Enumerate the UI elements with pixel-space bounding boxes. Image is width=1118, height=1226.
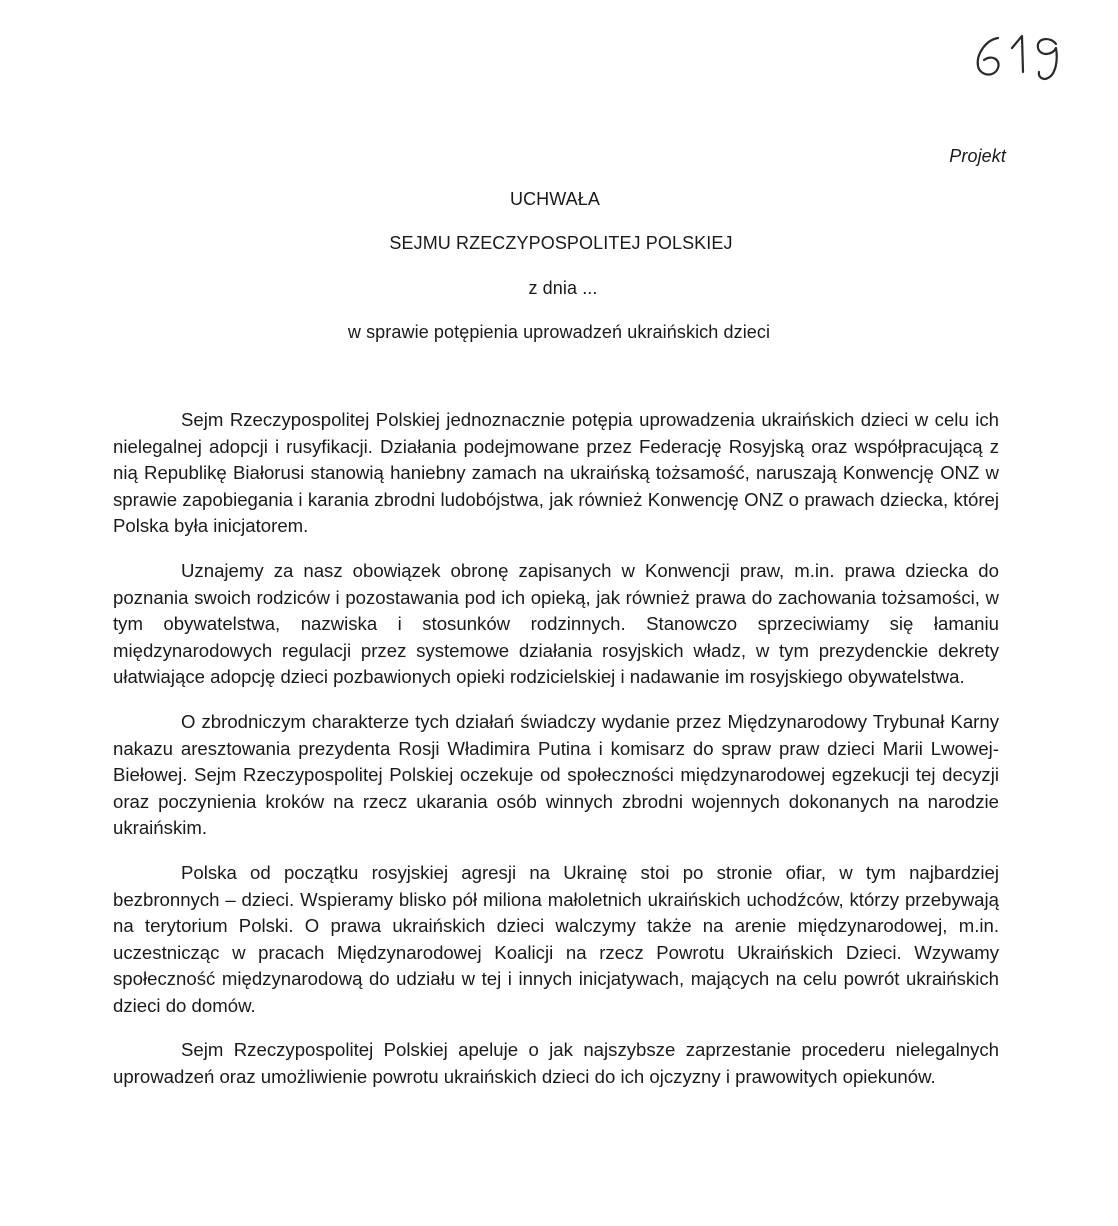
paragraph: Sejm Rzeczypospolitej Polskiej apeluje o jak najszybsze zaprzestanie procederu nielegalnych uprowadzeń oraz umożliwienie powrotu ukraińskich dzieci do ich ojczyzny i prawowitych opiekunów.	[113, 1039, 999, 1088]
document-title: UCHWAŁA	[509, 189, 601, 209]
handwritten-page-number	[968, 26, 1072, 82]
resolution-date: z dnia ...	[528, 278, 598, 298]
issuing-body: SEJMU RZECZYPOSPOLITEJ POLSKIEJ	[389, 233, 733, 253]
resolution-subject: w sprawie potępienia uprowadzeń ukraińskich dzieci	[347, 322, 771, 342]
paragraph: Polska od początku rosyjskiej agresji na Ukrainę stoi po stronie ofiar, w tym najbardziej bezbronnych – dzieci. Wspieramy blisko pół miliona małoletnich ukraińskich uchodźców, którzy przebywają na terytorium Polski. O prawa ukraińskich dzieci walczymy także na arenie międzynarodowej, m.in. uczestnicząc w pracach Międzynarodowej Koalicji na rzecz Powrotu Ukraińskich Dzieci. Wzywamy społeczność międzynarodową do udziału w tej i innych inicjatywach, mających na celu powrót ukraińskich dzieci do domów.	[113, 861, 999, 1016]
resolution-body	[113, 407, 999, 1091]
paragraph: Sejm Rzeczypospolitej Polskiej jednoznacznie potępia uprowadzenia ukraińskich dzieci w celu ich nielegalnej adopcji i rusyfikacji. Działania podejmowane przez Federację Rosyjską oraz współpracującą z nią Republikę Białorusi stanowią haniebny zamach na ukraińską tożsamość, naruszają Konwencję ONZ w sprawie zapobiegania i karania zbrodni ludobójstwa, jak również Konwencję ONZ o prawach dziecka, której Polska była inicjatorem.	[113, 409, 999, 537]
paragraph: Uznajemy za nasz obowiązek obronę zapisanych w Konwencji praw, m.in. prawa dziecka do poznania swoich rodziców i pozostawania pod ich opieką, jak również prawa do zachowania tożsamości, w tym obywatelstwa, nazwiska i stosunków rodzinnych. Stanowczo sprzeciwiamy się łamaniu międzynarodowych regulacji przez systemowe działania rosyjskich władz, w tym prezydenckie dekrety ułatwiające adopcję dzieci pozbawionych opieki rodzicielskiej i nadawanie im rosyjskiego obywatelstwa.	[113, 559, 999, 688]
paragraph: O zbrodniczym charakterze tych działań świadczy wydanie przez Międzynarodowy Trybunał Karny nakazu aresztowania prezydenta Rosji Władimira Putina i komisarz do spraw praw dzieci Marii Lwowej-Biełowej. Sejm Rzeczypospolitej Polskiej oczekuje od społeczności międzynarodowej egzekucji tej decyzji oraz poczynienia kroków na rzecz ukarania osób winnych zbrodni wojennych dokonanych na narodzie ukraińskim.	[113, 710, 999, 839]
draft-label: Projekt	[949, 146, 1006, 166]
